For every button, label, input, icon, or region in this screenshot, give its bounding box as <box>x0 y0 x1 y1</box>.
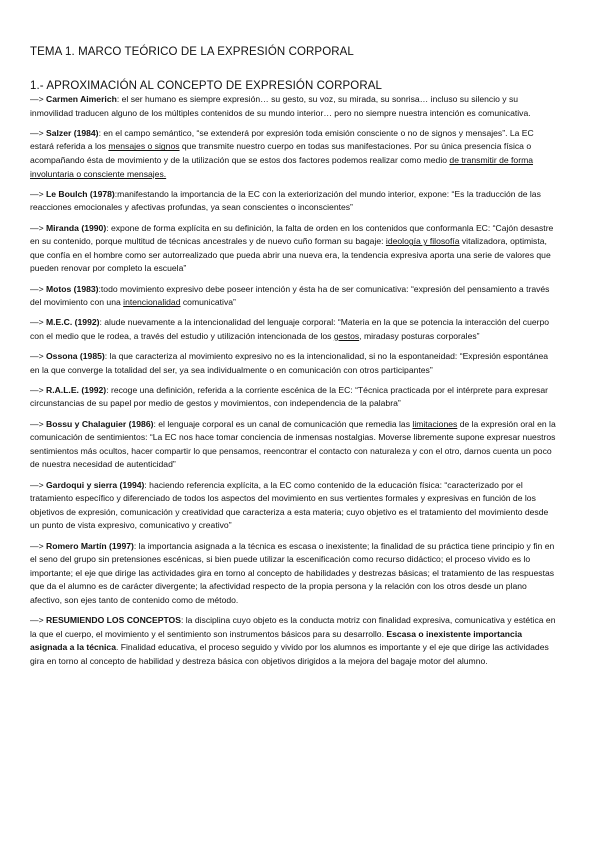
entry-text: , miradasy posturas corporales” <box>359 330 480 341</box>
underlined-text: intencionalidad <box>123 297 181 308</box>
entry-text: : el lenguaje corporal es un canal de comunicación que remedia las <box>153 418 413 429</box>
arrow: —> <box>30 479 46 490</box>
entry-salzer <box>30 127 558 181</box>
entry-romero-martin <box>30 540 558 608</box>
author-name: Bossu y Chalaguier (1986) <box>46 418 154 429</box>
entry-ossona <box>30 350 558 377</box>
underlined-text: de transmitir de forma involuntaria o consciente mensajes. <box>30 154 534 179</box>
arrow: —> <box>30 222 46 233</box>
document-title: TEMA 1. MARCO TEÓRICO DE LA EXPRESIÓN CORPORAL <box>30 46 354 58</box>
underlined-text: ideología y filosofía <box>385 236 460 247</box>
entry-text: comunicativa” <box>180 297 236 308</box>
entry-rale <box>30 384 558 411</box>
entry-text: . Finalidad educativa, el proceso seguido y vivido por los alumnos es importante y el eje que dirige las actividades gira en torno al concepto de habilidad y destreza básica con objetivos dirigidos a la mejora del bagaje motor del alumno. <box>30 642 549 666</box>
author-name: Carmen Aimerich <box>46 94 117 104</box>
author-name: Le Boulch (1978) <box>46 188 115 199</box>
entry-aimerich <box>30 93 558 120</box>
arrow: —> <box>30 283 46 294</box>
entry-mec <box>30 316 558 343</box>
entry-text: : la que caracteriza al movimiento expresivo no es la intencionalidad, si no la espontaneidad: “Expresión espontánea en la que converge la totalidad del ser, ya sea individualmente o en comunicación con otros participantes” <box>30 351 549 375</box>
entry-text: : recoge una definición, referida a la corriente escénica de la EC: “Técnica practicada por el intérprete para expresar circunstancias de su papel por medio de gestos y movimientos, con independencia de la palabra” <box>30 384 549 409</box>
entry-bossu-chalaguier <box>30 418 558 472</box>
arrow: —> <box>30 94 46 104</box>
entry-text: : la importancia asignada a la técnica es escasa o inexistente; la finalidad de su práctica tiene principio y fin en el seno del grupo sin pretensiones escénicas, si bien puede utilizar la escenificación como recurso didáctico; el proceso vivido es lo importante; el eje que dirige las actividades gira en torno al concepto de habilidades y destrezas básicas; el tratamiento de las respuestas que da el alumno es de carácter divergente; la afectividad respecto de la propia persona y la relación con los otros desde un plano afectivo, son ejes tanto de contenido como de método. <box>30 540 555 605</box>
author-name: R.A.L.E. (1992) <box>46 384 107 395</box>
entry-text: de la expresión oral en la comunicación de sentimientos: “La EC nos hace tomar conciencia de inmensas nostalgias. Moverse libremente supone expresar nuestros sentimientos más ocultos, hacer compartir lo que pensamos, reencontrar el contacto con naturaleza y con el otro, darnos cuenta un poco de nuestra necesidad de autenticidad” <box>30 418 556 470</box>
entry-text: vitalizadora, optimista, que confía en el hombre como ser autorrealizado que pueda abrir una nueva era, la tendencia expresiva aporta una serie de valores que pueden renovar por completo la escuela” <box>30 236 551 274</box>
entry-le-boulch <box>30 188 558 215</box>
underlined-text: limitaciones <box>412 418 458 429</box>
underlined-text: gestos <box>333 330 360 341</box>
entry-gardoqui-sierra <box>30 479 558 533</box>
arrow: —> <box>30 351 46 362</box>
summary-label: RESUMIENDO LOS CONCEPTOS <box>46 615 181 626</box>
entry-text: :todo movimiento expresivo debe poseer intención y ésta ha de ser comunicativa: “expresión del pensamiento a través del movimiento con una <box>30 283 550 308</box>
arrow: —> <box>30 188 46 199</box>
entry-text: : el ser humano es siempre expresión… su gesto, su voz, su mirada, su sonrisa… incluso su silencio y su inmovilidad traducen alguno de los múltiples contenidos de su mundo interior… pero no siempre nuestra intención es comunicativa. <box>30 94 531 118</box>
arrow: —> <box>30 540 46 551</box>
arrow: —> <box>30 384 46 395</box>
arrow: —> <box>30 418 46 429</box>
author-name: Gardoqui y sierra (1994) <box>46 479 145 490</box>
section-heading: 1.- APROXIMACIÓN AL CONCEPTO DE EXPRESIÓN CORPORAL <box>30 80 382 92</box>
entry-miranda <box>30 222 558 276</box>
entry-text: : haciendo referencia explícita, a la EC como contenido de la educación física: “caracterizado por el tratamiento específico y diferenciado de todos los aspectos del movimiento en sus vertientes formales y expresivas en función de los objetivos de expresión, comunicación y creatividad que caracteriza a esta materia; cuyo objetivo es el tratamiento del movimiento desde un punto de vista expresivo, comunicativo y creativo” <box>30 479 549 531</box>
author-name: Motos (1983) <box>46 283 99 294</box>
author-name: Miranda (1990) <box>46 222 107 233</box>
arrow: —> <box>30 127 46 138</box>
author-name: Ossona (1985) <box>46 351 105 362</box>
entry-text: : alude nuevamente a la intencionalidad del lenguaje corporal: “Materia en la que se potencia la interacción del cuerpo con el medio que le rodea, a través del estudio y utilización intencionada de los <box>30 317 550 341</box>
bold-text: Escasa o inexistente importancia asignada a la técnica <box>30 628 522 653</box>
entry-text: : la disciplina cuyo objeto es la conducta motriz con finalidad expresiva, comunicativa y estética en la que el cuerpo, el movimiento y el sentimiento son instrumentos básicos para su desarrollo. <box>30 615 556 639</box>
entry-motos <box>30 283 558 310</box>
underlined-text: mensajes o signos <box>108 141 180 152</box>
entry-text: que transmite nuestro cuerpo en todas sus manifestaciones. Por su única presencia física o acompañando ésta de movimiento y de la utilización que se estos dos factores podemos realizar como medio <box>30 141 532 165</box>
entry-text: : expone de forma explícita en su definición, la falta de orden en los contenidos que conformanla EC: “Cajón desastre en su contenido, porque multitud de técnicas ancestrales y de nuevo cuño forman su bagaje: <box>30 222 554 247</box>
arrow: —> <box>30 615 46 626</box>
entry-text: : en el campo semántico, “se extenderá por expresión toda emisión consciente o no de signos y mensajes”. La EC estará referida a los <box>30 127 534 152</box>
entry-text: :manifestando la importancia de la EC con la exteriorización del mundo interior, expone: “Es la traducción de las reacciones emocionales y afectivas profundas, ya sean conscientes o inconscientes” <box>30 188 541 213</box>
arrow: —> <box>30 317 46 328</box>
author-name: Salzer (1984) <box>46 127 99 138</box>
author-name: M.E.C. (1992) <box>46 317 100 328</box>
entry-summary <box>30 614 558 668</box>
author-name: Romero Martín (1997) <box>46 540 134 551</box>
